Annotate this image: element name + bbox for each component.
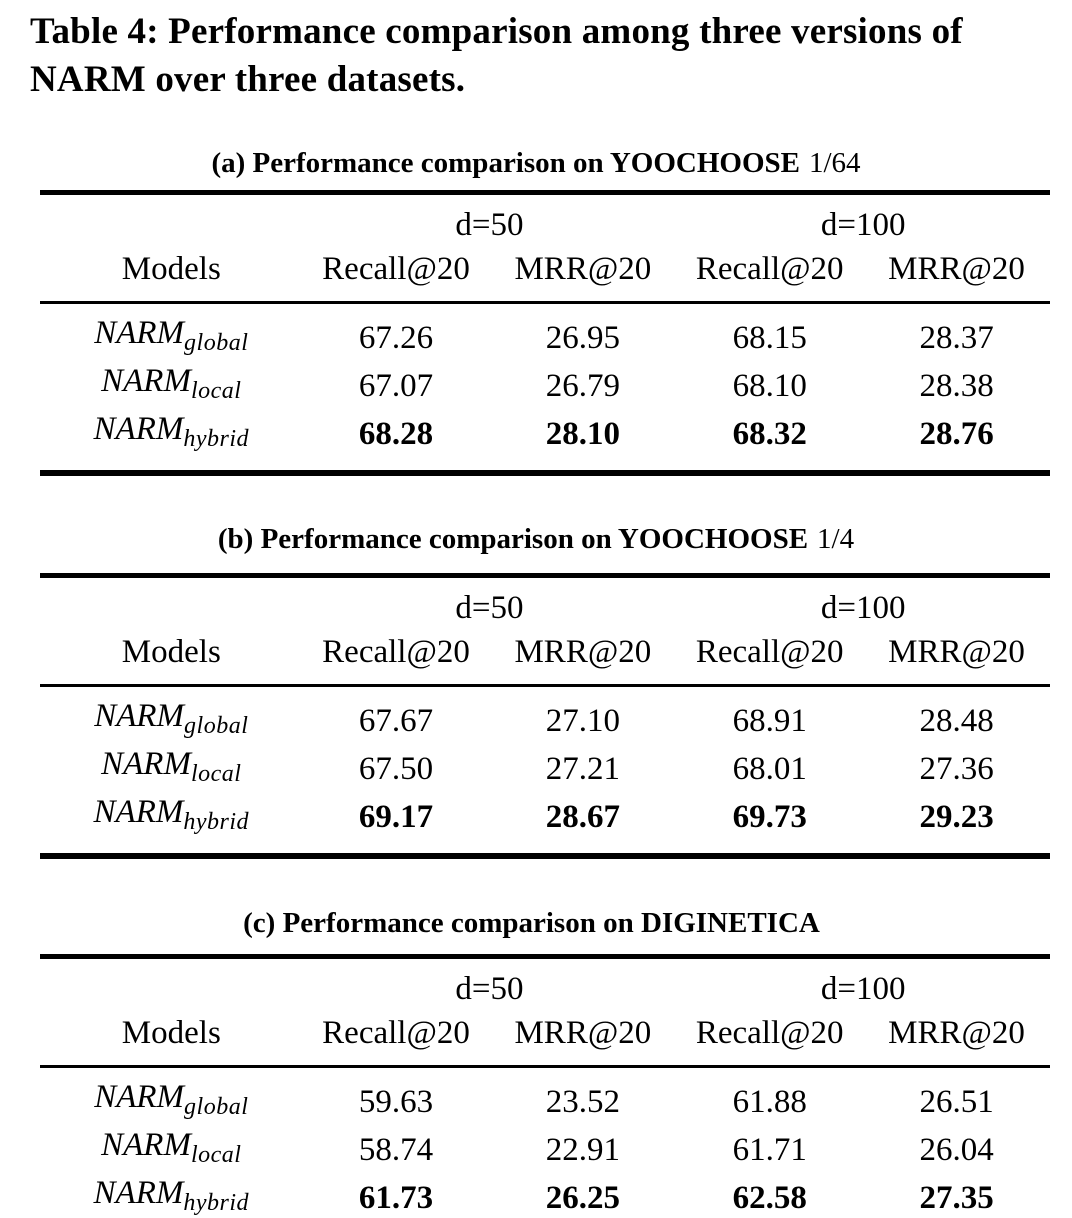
model-name (40, 745, 303, 793)
model-base: NARM (101, 1127, 191, 1163)
metric-value: 58.74 (358, 1132, 434, 1168)
metric-value: 26.95 (545, 320, 620, 356)
models-header: Models (40, 1009, 303, 1067)
table-row-narm-hybrid (40, 410, 1050, 473)
metric-header-recall20-d50: Recall@20 (303, 1009, 490, 1067)
table-row-narm-local (40, 362, 1050, 410)
metric-value: 69.73 (732, 799, 807, 835)
model-base: NARM (93, 1175, 184, 1211)
metric-header-mrr20-d100: MRR@20 (863, 628, 1050, 686)
metric-value: 67.67 (358, 703, 434, 739)
model-base: NARM (94, 698, 185, 734)
table-title-line-2: NARM over three datasets. (30, 59, 466, 100)
subtable-a-caption (0, 144, 1072, 182)
table-row-narm-global (40, 303, 1050, 363)
metric-value: 28.10 (545, 416, 620, 452)
metric-value: 26.51 (919, 1084, 994, 1120)
table-row-narm-global (40, 686, 1050, 746)
metric-value: 28.38 (919, 368, 994, 404)
metric-value: 29.23 (919, 799, 994, 835)
subtable-c-group-header-row (40, 957, 1050, 1010)
subtable-a-caption-fraction: 1/64 (808, 147, 861, 179)
empty-header-cell (40, 576, 303, 629)
model-name (40, 1126, 303, 1174)
group-header-d50: d=50 (455, 590, 524, 626)
table-row-narm-global (40, 1067, 1050, 1127)
metric-value: 27.35 (919, 1180, 994, 1216)
model-subscript: global (184, 713, 249, 739)
model-name (40, 362, 303, 410)
model-base: NARM (93, 411, 184, 447)
metric-value: 26.25 (545, 1180, 620, 1216)
metric-header-mrr20-d100: MRR@20 (863, 1009, 1050, 1067)
model-subscript: global (184, 330, 249, 356)
metric-value: 67.07 (358, 368, 434, 404)
table-title-line-1: Table 4: Performance comparison among three versions of (30, 11, 963, 52)
subtable-a (40, 190, 1050, 476)
group-header-d50: d=50 (455, 207, 524, 243)
model-name (40, 410, 303, 473)
metric-header-recall20-d100: Recall@20 (676, 245, 863, 303)
model-base: NARM (101, 363, 191, 399)
subtable-c-caption-text: (c) Performance comparison on DIGINETICA (243, 907, 820, 939)
subtable-a-group-header-row (40, 193, 1050, 246)
model-subscript: hybrid (183, 1190, 250, 1216)
subtable-b-group-header-row (40, 576, 1050, 629)
metric-value: 67.26 (358, 320, 434, 356)
models-header: Models (40, 628, 303, 686)
model-name (40, 686, 303, 746)
metric-value: 28.48 (919, 703, 994, 739)
empty-header-cell (40, 193, 303, 246)
table-row-narm-local (40, 1126, 1050, 1174)
metric-header-recall20-d50: Recall@20 (303, 628, 490, 686)
subtable-b-metric-header-row (40, 628, 1050, 686)
metric-value: 28.67 (545, 799, 620, 835)
metric-value: 67.50 (358, 751, 434, 787)
metric-value: 23.52 (545, 1084, 620, 1120)
metric-value: 61.71 (732, 1132, 807, 1168)
metric-value: 68.15 (732, 320, 807, 356)
model-base: NARM (94, 315, 185, 351)
metric-header-mrr20-d50: MRR@20 (489, 245, 676, 303)
subtable-b-caption (0, 520, 1072, 558)
subtable-c-metric-header-row (40, 1009, 1050, 1067)
metric-value: 61.73 (358, 1180, 434, 1216)
model-name (40, 303, 303, 363)
subtable-b-caption-text: (b) Performance comparison on YOOCHOOSE (217, 523, 809, 555)
subtable-a-caption-text: (a) Performance comparison on YOOCHOOSE (211, 147, 800, 179)
metric-value: 68.32 (732, 416, 807, 452)
models-header: Models (40, 245, 303, 303)
metric-value: 27.10 (545, 703, 620, 739)
group-header-d100: d=100 (820, 971, 906, 1007)
model-subscript: global (184, 1094, 249, 1120)
model-subscript: local (190, 1142, 242, 1168)
table-row-narm-hybrid (40, 793, 1050, 856)
metric-value: 59.63 (358, 1084, 434, 1120)
model-base: NARM (93, 794, 184, 830)
subtable-b (40, 573, 1050, 859)
metric-header-mrr20-d100: MRR@20 (863, 245, 1050, 303)
metric-header-recall20-d100: Recall@20 (676, 1009, 863, 1067)
metric-value: 28.37 (919, 320, 994, 356)
group-header-d50: d=50 (455, 971, 524, 1007)
subtable-c-caption (0, 904, 1072, 942)
empty-header-cell (40, 957, 303, 1010)
metric-value: 68.01 (732, 751, 807, 787)
metric-header-mrr20-d50: MRR@20 (489, 628, 676, 686)
metric-value: 62.58 (732, 1180, 807, 1216)
table-title (30, 8, 1042, 104)
metric-header-mrr20-d50: MRR@20 (489, 1009, 676, 1067)
model-subscript: hybrid (183, 426, 250, 452)
model-subscript: hybrid (183, 809, 250, 835)
group-header-d100: d=100 (820, 590, 906, 626)
model-subscript: local (190, 761, 242, 787)
metric-value: 69.17 (358, 799, 434, 835)
metric-value: 27.21 (545, 751, 620, 787)
metric-value: 68.28 (358, 416, 434, 452)
subtable-b-caption-fraction: 1/4 (817, 523, 855, 555)
table-row-narm-hybrid (40, 1174, 1050, 1218)
metric-value: 26.79 (545, 368, 620, 404)
subtable-a-metric-header-row (40, 245, 1050, 303)
model-name (40, 1067, 303, 1127)
subtable-c (40, 954, 1050, 1218)
metric-value: 26.04 (919, 1132, 994, 1168)
metric-header-recall20-d100: Recall@20 (676, 628, 863, 686)
group-header-d100: d=100 (820, 207, 906, 243)
model-base: NARM (101, 746, 191, 782)
model-name (40, 793, 303, 856)
metric-header-recall20-d50: Recall@20 (303, 245, 490, 303)
metric-value: 27.36 (919, 751, 994, 787)
metric-value: 22.91 (545, 1132, 620, 1168)
metric-value: 28.76 (919, 416, 994, 452)
metric-value: 68.10 (732, 368, 807, 404)
metric-value: 68.91 (732, 703, 807, 739)
model-name (40, 1174, 303, 1218)
metric-value: 61.88 (732, 1084, 807, 1120)
table-row-narm-local (40, 745, 1050, 793)
model-subscript: local (190, 378, 242, 404)
model-base: NARM (94, 1079, 185, 1115)
